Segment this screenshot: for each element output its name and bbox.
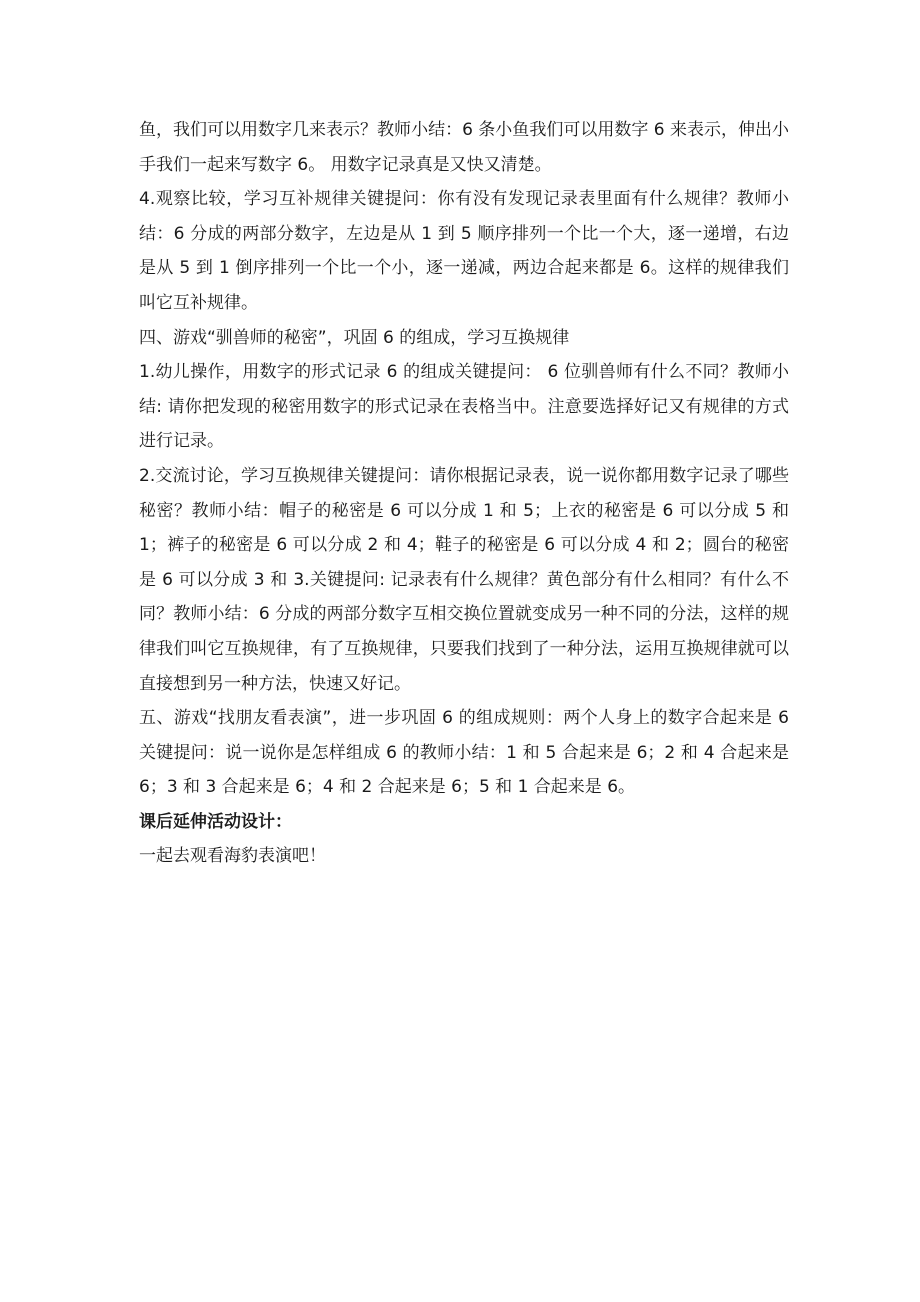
- paragraph-exchange-rule: 2.交流讨论，学习互换规律关键提问：请你根据记录表，说一说你都用数字记录了哪些秘密？教师小结：帽子的秘密是 6 可以分成 1 和 5；上衣的秘密是 6 可以分成 5 和 1；裤子的秘密是 6 可以分成 2 和 4；鞋子的秘密是 6 可以分成 4 和 2；圆台的秘密是 6 可以分成 3 和 3.关键提问: 记录表有什么规律？黄色部分有什么相同？有什么不同？教师小结：6 分成的两部分数字互相交换位置就变成另一种不同的分法，这样的规律我们叫它互换规律，有了互换规律，只要我们找到了一种分法，运用互换规律就可以直接想到另一种方法，快速又好记。: [139, 465, 789, 694]
- paragraph-complement-rule: 4.观察比较，学习互补规律关键提问：你有没有发现记录表里面有什么规律？教师小结：6 分成的两部分数字，左边是从 1 到 5 顺序排列一个比一个大，逐一递增，右边是从 5 到 1 倒序排列一个比一个小，逐一递减，两边合起来都是 6。这样的规律我们叫它互补规律。: [139, 189, 789, 313]
- paragraph-fish-number: 鱼，我们可以用数字几来表示？教师小结：6 条小鱼我们可以用数字 6 来表示，伸出小手我们一起来写数字 6。 用数字记录真是又快又清楚。: [139, 120, 789, 175]
- paragraph-child-operation: 1.幼儿操作，用数字的形式记录 6 的组成关键提问： 6 位驯兽师有什么不同？教师小结: 请你把发现的秘密用数字的形式记录在表格当中。注意要选择好记又有规律的方式进行记录。: [139, 362, 789, 452]
- closing-line: 一起去观看海豹表演吧！: [139, 846, 326, 867]
- extension-activity-heading: 课后延伸活动设计：: [139, 811, 292, 832]
- section-four-heading: 四、游戏“驯兽师的秘密”，巩固 6 的组成，学习互换规律: [139, 327, 570, 348]
- document-body: [139, 113, 789, 874]
- section-five-paragraph: 五、游戏“找朋友看表演”，进一步巩固 6 的组成规则：两个人身上的数字合起来是 6 关键提问：说一说你是怎样组成 6 的教师小结：1 和 5 合起来是 6；2 和 4 合起来是 6；3 和 3 合起来是 6；4 和 2 合起来是 6；5 和 1 合起来是 6。: [139, 708, 789, 798]
